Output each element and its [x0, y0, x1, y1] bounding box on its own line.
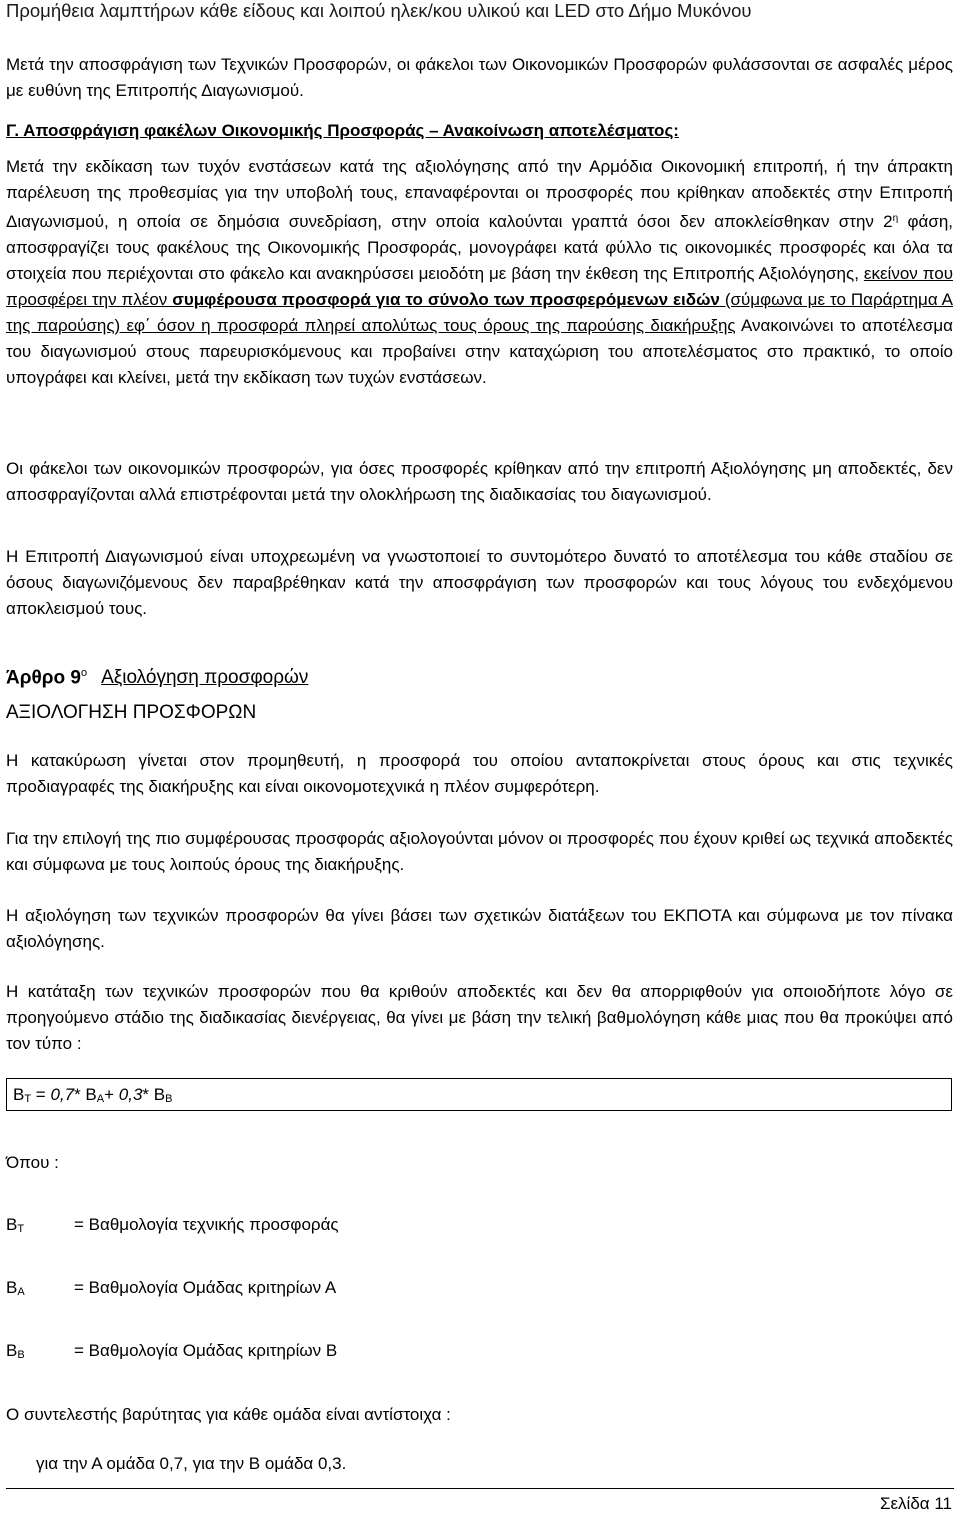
where-label: Όπου :: [6, 1153, 59, 1172]
def-text-bt: = Βαθμολογία τεχνικής προσφοράς: [74, 1215, 339, 1234]
weights-intro: Ο συντελεστής βαρύτητας για κάθε ομάδα είναι αντίστοιχα :: [6, 1405, 451, 1424]
article-9-caps-title: ΑΞΙΟΛΟΓΗΣΗ ΠΡΟΣΦΟΡΩΝ: [6, 702, 257, 723]
paragraph-ranking: Η κατάταξη των τεχνικών προσφορών που θα κριθούν αποδεκτές και δεν θα απορριφθούν για οποιοδήποτε λόγο σε προηγούμενο στάδιο της διαδικασίας διενέργειας, θα γίνει με βάση την τελική βαθμολόγηση κάθε μιας που θα προκύψει από τον τύπο :: [6, 982, 953, 1053]
def-symbol-bb: $B_B$: [6, 1341, 25, 1361]
score-formula: $B_T = 0,7*$ $B_A+ 0,3*$ $B_B$: [6, 1078, 952, 1111]
def-text-ba: = Βαθμολογία Ομάδας κριτηρίων Α: [74, 1278, 337, 1297]
page-header: Προμήθεια λαμπτήρων κάθε είδους και λοιπού ηλεκ/κου υλικού και LED στο Δήμο Μυκόνου: [6, 0, 752, 21]
paragraph-evaluation: Η αξιολόγηση των τεχνικών προσφορών θα γίνει βάσει των σχετικών διατάξεων του ΕΚΠΟΤΑ και σύμφωνα με τον πίνακα αξιολόγησης.: [6, 906, 953, 951]
paragraph-committee-notification: Η Επιτροπή Διαγωνισμού είναι υποχρεωμένη να γνωστοποιεί το συντομότερο δυνατό το αποτέλεσμα του κάθε σταδίου σε όσους διαγωνιζόμενους δεν παραβρέθηκαν κατά την αποσφράγιση των προσφορών και τους λόγους του ενδεχόμενου αποκλεισμού τους.: [6, 547, 953, 618]
paragraph-selection: Για την επιλογή της πιο συμφέρουσας προσφοράς αξιολογούνται μόνον οι προσφορές που έχουν κριθεί ως τεχνικά αποδεκτές και σύμφωνα με τους λοιπούς όρους της διακήρυξης.: [6, 829, 953, 874]
weights-values: για την Α ομάδα 0,7, για την Β ομάδα 0,3.: [36, 1454, 347, 1473]
paragraph-award: Η κατακύρωση γίνεται στον προμηθευτή, η προσφορά του οποίου ανταποκρίνεται στους όρους και στις τεχνικές προδιαγραφές της διακήρυξης και είναι οικονομοτεχνικά η πλέον συμφερότερη.: [6, 751, 953, 796]
footer-divider: [6, 1488, 954, 1489]
def-symbol-ba: $B_A$: [6, 1278, 25, 1298]
section-g-heading: Γ. Αποσφράγιση φακέλων Οικονομικής Προσφοράς – Ανακοίνωση αποτελέσματος:: [6, 121, 679, 140]
def-symbol-bt: $B_T$: [6, 1215, 25, 1235]
section-g-body: Μετά την εκδίκαση των τυχόν ενστάσεων κατά της αξιολόγησης από την Αρμόδια Οικονομική επιτροπή, ή την άπρακτη παρέλευση της προθεσμίας για την υποβολή τους, επαναφέρονται οι προσφορές που κρίθηκαν αποδεκτές στην Επιτροπή Διαγωνισμού, η οποία σε δημόσια συνεδρίαση, στην οποία καλούνται γραπτά όσοι δεν αποκλείσθηκαν στην $2^\eta$ φάση, αποσφραγίζει τους φακέλους της Οικονομικής Προσφοράς, μονογράφει κατά φύλλο τις οικονομικές προσφορές και όλα τα στοιχεία που περιέχονται στο φάκελο και ανακηρύσσει μειοδότη με βάση την έκθεση της Επιτροπής Αξιολόγησης, εκείνον που προσφέρει την πλέον συμφέρουσα προσφορά για το σύνολο των προσφερόμενων ειδών (σύμφωνα με το Παράρτημα Α της παρούσης) εφ΄ όσον η προσφορά πληρεί απολύτως τους όρους της παρούσης διακήρυξης Ανακοινώνει το αποτέλεσμα του διαγωνισμού στους παρευρισκόμενους και προβαίνει στην καταχώριση του αποτελέσματος στο πρακτικό, το οποίο υπογράφει και κλείνει, μετά την εκδίκαση των τυχών ενστάσεων.: [6, 157, 954, 387]
paragraph-rejected-envelopes: Οι φάκελοι των οικονομικών προσφορών, για όσες προσφορές κρίθηκαν από την επιτροπή Αξιολόγησης μη αποδεκτές, δεν αποσφραγίζονται αλλά επιστρέφονται μετά την ολοκλήρωση της διαδικασίας του διαγωνισμού.: [6, 459, 953, 504]
def-text-bb: = Βαθμολογία Ομάδας κριτηρίων Β: [74, 1341, 338, 1360]
page-number: Σελίδα 11: [879, 1494, 952, 1513]
article-9-heading: Άρθρο $9^o$ Αξιολόγηση προσφορών: [6, 667, 309, 689]
paragraph-financial-envelopes: Μετά την αποσφράγιση των Τεχνικών Προσφορών, οι φάκελοι των Οικονομικών Προσφορών φυλάσσονται σε ασφαλές μέρος με ευθύνη της Επιτροπής Διαγωνισμού.: [6, 55, 953, 100]
